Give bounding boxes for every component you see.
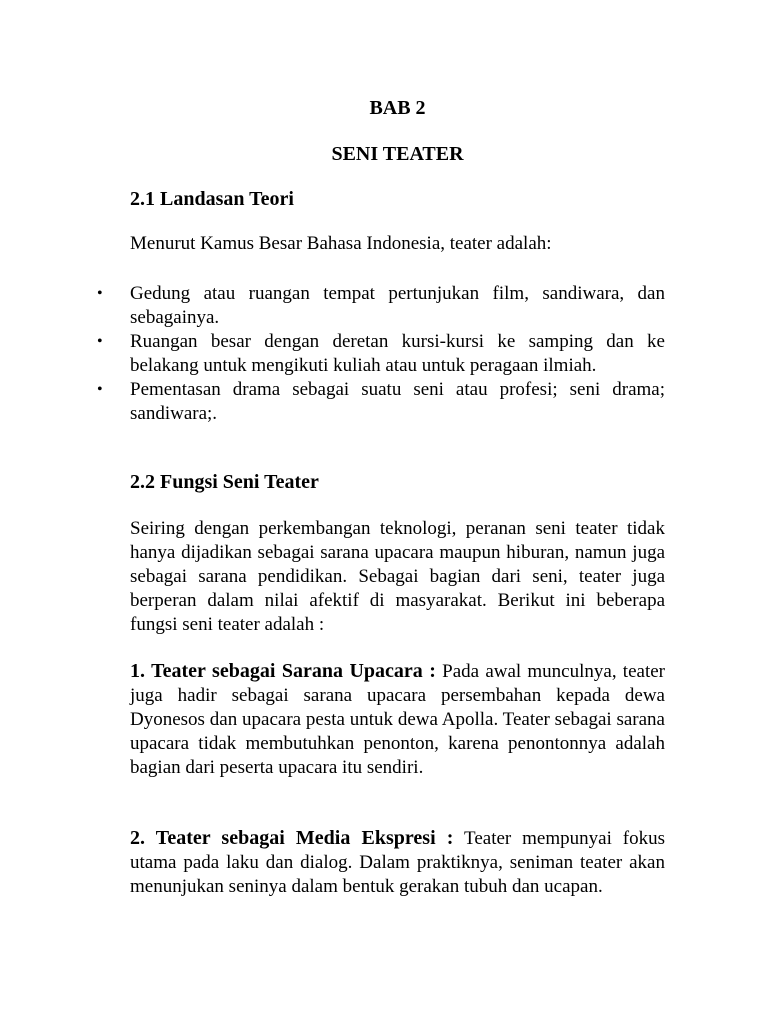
list-item-text: Ruangan besar dengan deretan kursi-kursi ke samping dan ke belakang untuk mengikuti kuliah atau untuk peragaan ilmiah. [130, 331, 665, 376]
chapter-label: BAB 2 [369, 97, 426, 119]
function-item-body: Pada awal munculnya, teater juga hadir sebagai sarana upacara persembahan kepada dewa Dyonesos dan upacara pesta untuk dewa Apolla. Teater sebagai sarana upacara tidak membutuhkan penonton, karena penontonnya adalah bagian dari peserta upacara itu sendiri. [130, 661, 665, 778]
list-item [97, 378, 665, 426]
list-item-text: Gedung atau ruangan tempat pertunjukan film, sandiwara, dan sebagainya. [130, 283, 665, 328]
function-item-body: Teater mempunyai fokus utama pada laku dan dialog. Dalam praktiknya, seniman teater akan menunjukan seninya dalam bentuk gerakan tubuh dan ucapan. [130, 828, 665, 897]
section1-intro: Menurut Kamus Besar Bahasa Indonesia, teater adalah: [130, 233, 552, 254]
chapter-title: SENI TEATER [331, 143, 464, 165]
function-item-lead: 1. Teater sebagai Sarana Upacara : [130, 660, 436, 682]
function-item-ekspresi [130, 826, 665, 899]
section-heading-fungsi-seni-teater: 2.2 Fungsi Seni Teater [130, 471, 319, 493]
list-item-text: Pementasan drama sebagai suatu seni atau profesi; seni drama; sandiwara;. [130, 379, 665, 424]
list-item [97, 330, 665, 378]
function-item-lead: 2. Teater sebagai Media Ekspresi : [130, 827, 454, 849]
section-heading-landasan-teori: 2.1 Landasan Teori [130, 188, 294, 210]
function-item-upacara [130, 659, 665, 780]
bullet-icon: • [97, 285, 103, 302]
section2-intro: Seiring dengan perkembangan teknologi, peranan seni teater tidak hanya dijadikan sebagai sarana upacara maupun hiburan, namun juga sebagai sarana pendidikan. Sebagai bagian dari seni, teater juga berperan dalam nilai afektif di masyarakat. Berikut ini beberapa fungsi seni teater adalah : [130, 518, 665, 635]
bullet-icon: • [97, 381, 103, 398]
bullet-icon: • [97, 333, 103, 350]
definition-list [97, 282, 665, 426]
list-item [97, 282, 665, 330]
